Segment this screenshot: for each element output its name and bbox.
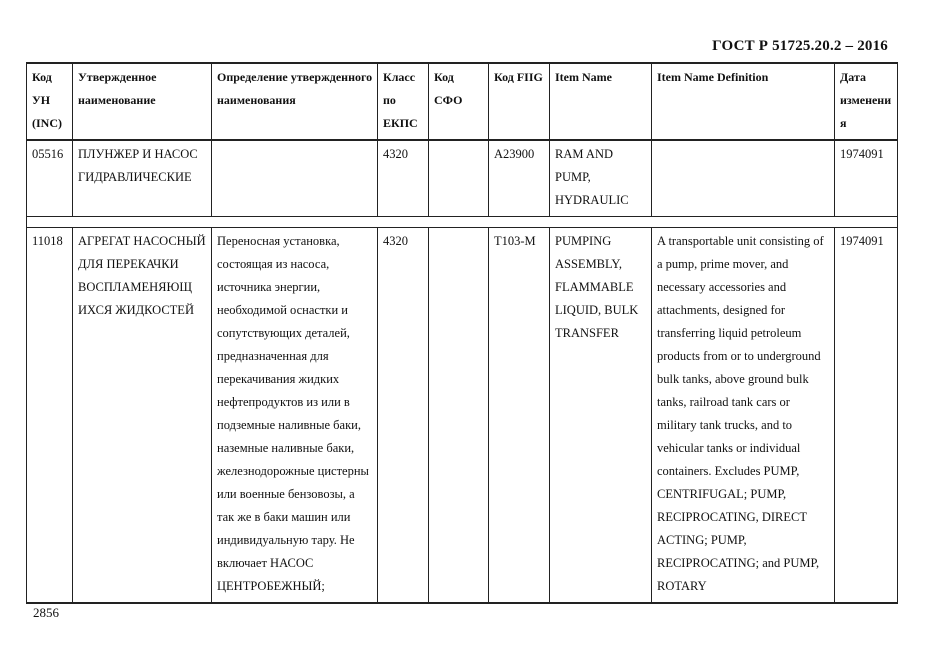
cell-approved-name: АГРЕГАТ НАСОСНЫЙ ДЛЯ ПЕРЕКАЧКИ ВОСПЛАМЕНЯЮЩ ИХСЯ ЖИДКОСТЕЙ <box>73 228 212 604</box>
page-number: 2856 <box>33 605 59 620</box>
cell-item-name: PUMPING ASSEMBLY, FLAMMABLE LIQUID, BULK TRANSFER <box>550 228 652 604</box>
cell-inc: 11018 <box>27 228 73 604</box>
col-header-date: Дата изменения <box>835 63 898 140</box>
separator-cell <box>27 217 898 228</box>
cell-date: 1974091 <box>835 140 898 217</box>
cell-definition <box>212 140 378 217</box>
row-separator <box>27 217 898 228</box>
cell-fiig: T103-M <box>489 228 550 604</box>
cell-class: 4320 <box>378 140 429 217</box>
cell-inc: 05516 <box>27 140 73 217</box>
col-header-sfo: Код СФО <box>429 63 489 140</box>
table-header-row <box>27 63 898 140</box>
cell-approved-name: ПЛУНЖЕР И НАСОС ГИДРАВЛИЧЕСКИЕ <box>73 140 212 217</box>
col-header-class: Класс по ЕКПС <box>378 63 429 140</box>
table-row <box>27 140 898 217</box>
cell-class: 4320 <box>378 228 429 604</box>
col-header-definition: Определение утвержденного наименования <box>212 63 378 140</box>
cell-definition: Переносная установка, состоящая из насоса, источника энергии, необходимой оснастки и сопутствующих деталей, предназначенная для перекачивания жидких нефтепродуктов из или в подземные наливные баки, наземные наливные баки, железнодорожные цистерны или военные бензовозы, а так же в баки машин или индивидуальную тару. Не включает НАСОС ЦЕНТРОБЕЖНЫЙ; <box>212 228 378 604</box>
document-standard-header: ГОСТ Р 51725.20.2 – 2016 <box>712 38 888 54</box>
col-header-item-definition: Item Name Definition <box>652 63 835 140</box>
cell-item-definition <box>652 140 835 217</box>
table-row <box>27 228 898 604</box>
col-header-fiig: Код FIIG <box>489 63 550 140</box>
cell-sfo <box>429 228 489 604</box>
cell-date: 1974091 <box>835 228 898 604</box>
col-header-inc: Код УН (INC) <box>27 63 73 140</box>
cell-item-name: RAM AND PUMP, HYDRAULIC <box>550 140 652 217</box>
cell-sfo <box>429 140 489 217</box>
cell-item-definition: A transportable unit consisting of a pump, prime mover, and necessary accessories and attachments, designed for transferring liquid petroleum products from or to underground bulk tanks, above ground bulk tanks, railroad tank cars or military tank trucks, and to vehicular tanks or individual containers. Excludes PUMP, CENTRIFUGAL; PUMP, RECIPROCATING, DIRECT ACTING; PUMP, RECIPROCATING; and PUMP, ROTARY <box>652 228 835 604</box>
catalog-table <box>26 62 898 604</box>
col-header-item-name: Item Name <box>550 63 652 140</box>
col-header-approved-name: Утвержденное наименование <box>73 63 212 140</box>
cell-fiig: A23900 <box>489 140 550 217</box>
